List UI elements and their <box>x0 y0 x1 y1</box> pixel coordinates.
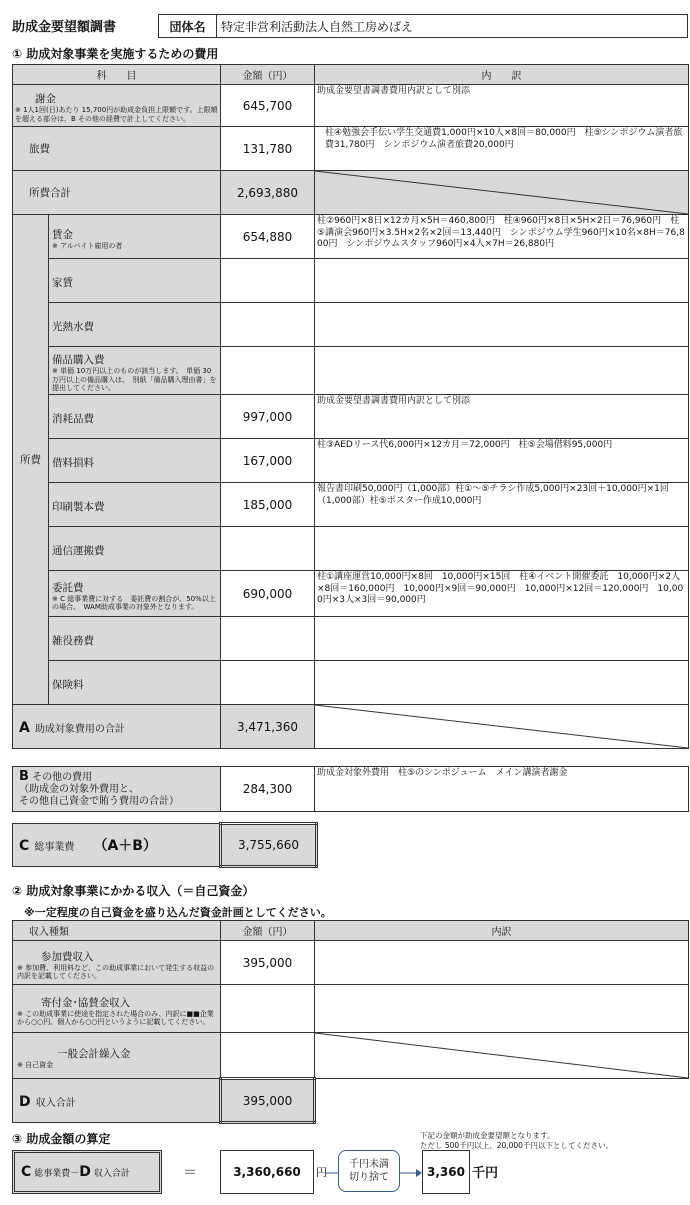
expense-table <box>12 64 689 749</box>
income-table <box>12 920 689 1124</box>
sec3-title: ③ 助成金額の算定 <box>12 1132 111 1146</box>
income-label-cell <box>13 941 221 985</box>
shakin-label: 謝金 <box>35 93 56 105</box>
sec2-title: ② 助成対象事業にかかる収入（＝自己資金） <box>12 884 255 898</box>
shakin-cell <box>13 85 221 127</box>
expense-item-detail: 報告書印刷50,000円（1,000部）柱①～⑤チラシ作成5,000円×23回＋10,000円×1回（1,000部）柱⑤ポスター作成10,000円 <box>315 483 689 527</box>
expense-item-label: 借料損料 <box>52 457 94 469</box>
expense-item-label-cell <box>49 617 221 661</box>
expense-item-label-cell <box>49 571 221 617</box>
expense-item-note: ※ C 総事業費に対する 委託費の割合が、50%以上の場合、 WAM助成事業の対象外となります。 <box>52 594 216 611</box>
expense-item-label-cell <box>49 661 221 705</box>
expense-item-row <box>13 661 689 705</box>
col-amount-header: 金額（円） <box>221 65 315 85</box>
total-project-amount: 3,755,660 <box>221 824 317 867</box>
expense-item-label: 印刷製本費 <box>52 501 105 513</box>
expense-item-detail: 助成金要望書調書費用内訳として別添 <box>315 395 689 439</box>
other-expense-table <box>12 766 689 812</box>
income-col-detail: 内訳 <box>315 921 689 941</box>
expense-item-label: 保険料 <box>52 679 84 691</box>
total-a-detail-slash <box>315 705 689 749</box>
income-note: ※ 参加費、利用料など、この助成事業において発生する収益の内訳を記載してください。 <box>17 963 215 980</box>
calc-c-label: 総事業費－ <box>34 1168 80 1179</box>
shakin-detail: 助成金要望書調書費用内訳として別添 <box>315 85 689 127</box>
calc-equals: ＝ <box>183 1165 197 1181</box>
expense-item-row <box>13 617 689 661</box>
org-label: 団体名 <box>159 15 217 38</box>
expense-item-amount <box>221 303 315 347</box>
expense-item-label-cell <box>49 439 221 483</box>
calc-d-letter: D <box>79 1164 91 1180</box>
total-project-letter: C <box>19 838 30 854</box>
shohi-total-label: 所費合計 <box>13 171 221 215</box>
expense-item-detail <box>315 527 689 571</box>
income-note: ※ この助成事業に使途を指定された場合のみ、内訳に■■企業から○○円、個人から○○円というように記載してください。 <box>17 1009 214 1026</box>
expense-item-label: 委託費 <box>52 581 84 594</box>
calc-yen: 円 <box>316 1166 327 1179</box>
final-amount-box: 3,360 <box>422 1150 470 1194</box>
expense-item-label-cell <box>49 527 221 571</box>
sec3-note2: ただし 500千円以上、20,000千円以下としてください。 <box>420 1141 613 1150</box>
round-down-box <box>338 1150 400 1192</box>
total-d-label: 収入合計 <box>35 1098 76 1109</box>
total-project-formula: （A＋B） <box>93 838 157 854</box>
expense-item-amount: 997,000 <box>221 395 315 439</box>
other-expense-detail: 助成金対象外費用 柱⑤のシンポジューム メイン講演者謝金 <box>315 767 689 812</box>
total-a-cell <box>13 705 221 749</box>
expense-item-label: 備品購入費 <box>52 354 105 367</box>
income-row <box>13 985 689 1033</box>
expense-item-label-cell <box>49 259 221 303</box>
expense-item-amount <box>221 661 315 705</box>
sec2-subtitle: ※一定程度の自己資金を盛り込んだ資金計画としてください。 <box>24 906 332 919</box>
expense-item-label-cell <box>49 347 221 395</box>
expense-item-amount: 167,000 <box>221 439 315 483</box>
expense-item-note: ※ 単価 10万円以上のものが該当します。 単価 30万円以上の備品購入は、 別紙「備品購入理由書」を提出してください。 <box>52 367 217 393</box>
shakin-note: ※ 1人1回(日)あたり 15,700円が助成金負担上限額です。上限額を超える部分は、B その他の経費で計上してください。 <box>15 106 218 123</box>
income-col-amount: 金額（円） <box>221 921 315 941</box>
income-row <box>13 1033 689 1079</box>
total-project-table <box>12 822 318 868</box>
expense-item-label: 賃金 <box>52 228 73 241</box>
income-label: 一般会計繰入金 <box>57 1047 131 1060</box>
expense-item-amount <box>221 347 315 395</box>
expense-item-detail <box>315 347 689 395</box>
total-d-cell <box>13 1079 221 1123</box>
expense-item-amount: 690,000 <box>221 571 315 617</box>
income-label: 参加費収入 <box>41 950 94 963</box>
expense-item-row <box>13 259 689 303</box>
total-a-letter: A <box>19 720 30 736</box>
income-row <box>13 941 689 985</box>
expense-item-label-cell <box>49 303 221 347</box>
income-detail-slash <box>315 1033 689 1079</box>
expense-item-row <box>13 215 689 259</box>
expense-item-label-cell <box>49 215 221 259</box>
total-a-label: 助成対象費用の合計 <box>34 724 125 735</box>
expense-item-row <box>13 571 689 617</box>
income-note: ※ 自己資金 <box>17 1060 54 1069</box>
expense-item-detail <box>315 303 689 347</box>
expense-item-row <box>13 303 689 347</box>
total-project-label <box>13 824 221 867</box>
expense-item-detail: 柱①講座運営10,000円×8回 10,000円×15回 柱④イベント開催委託 10,000円×2人×8回＝160,000円 10,000円×9回＝90,000円 10,000円×12回＝120,000円 10,000円×3人×3回＝90,000円 <box>315 571 689 617</box>
calc-c-letter: C <box>21 1164 32 1180</box>
expense-item-label: 消耗品費 <box>52 413 94 425</box>
income-label: 寄付金･協賛金収入 <box>41 996 131 1009</box>
expense-item-detail: 柱③AEDリース代6,000円×12カ月＝72,000円 柱⑤会場借料95,000円 <box>315 439 689 483</box>
expense-item-label: 雑役務費 <box>52 635 94 647</box>
org-table <box>158 14 688 38</box>
calc-result-box: 3,360,660 <box>220 1150 314 1194</box>
total-d-amount: 395,000 <box>221 1079 315 1123</box>
expense-item-detail <box>315 617 689 661</box>
expense-item-label: 家賃 <box>52 277 73 289</box>
calc-d-label: 収入合計 <box>93 1168 130 1179</box>
income-amount <box>221 985 315 1033</box>
other-expense-label1: その他の費用 <box>32 771 93 783</box>
org-name: 特定非営利活動法人自然工房めばえ <box>217 15 688 38</box>
round-label2: 切り捨て <box>349 1172 389 1183</box>
expense-item-detail <box>315 259 689 303</box>
ryohi-detail: 柱④勉強会手伝い学生交通費1,000円×10人×8回＝80,000円 柱⑤シンポジウム演者旅費31,780円 シンポジウム演者旅費20,000円 <box>315 127 689 171</box>
expense-item-detail <box>315 661 689 705</box>
total-project-text: 総事業費 <box>34 842 75 853</box>
shohi-total-amount: 2,693,880 <box>221 171 315 215</box>
expense-item-note: ※ アルバイト雇用の者 <box>52 241 123 250</box>
expense-item-row <box>13 483 689 527</box>
col-item-header: 科 目 <box>13 65 221 85</box>
shohi-group-label: 所費 <box>13 215 49 705</box>
expense-item-row <box>13 439 689 483</box>
ryohi-label: 旅費 <box>13 127 221 171</box>
income-col-item: 収入種類 <box>13 921 221 941</box>
expense-item-detail: 柱②960円×8日×12カ月×5H＝460,800円 柱④960円×8日×5H×2日＝76,960円 柱⑤講演会960円×3.5H×2名×2回＝13,440円 シンポジウム学生960円×10名×8H＝76,800円 シンポジウムスタッフ960円×4人×7H＝26,880円 <box>315 215 689 259</box>
expense-item-amount: 185,000 <box>221 483 315 527</box>
expense-item-label-cell <box>49 483 221 527</box>
other-expense-letter: B <box>19 768 29 784</box>
other-expense-label2: （助成金の対象外費用と、 <box>19 783 139 795</box>
expense-item-amount <box>221 617 315 661</box>
income-label-cell <box>13 1033 221 1079</box>
income-amount <box>221 1033 315 1079</box>
expense-item-row <box>13 347 689 395</box>
shohi-total-detail-slash <box>315 171 689 215</box>
expense-item-label: 光熱水費 <box>52 321 94 333</box>
ryohi-amount: 131,780 <box>221 127 315 171</box>
income-amount: 395,000 <box>221 941 315 985</box>
calc-label-box <box>12 1150 162 1194</box>
expense-item-amount: 654,880 <box>221 215 315 259</box>
other-expense-label <box>13 767 221 812</box>
income-detail <box>315 941 689 985</box>
other-expense-label3: その他自己資金で賄う費用の合計） <box>19 795 179 807</box>
expense-item-row <box>13 395 689 439</box>
income-label-cell <box>13 985 221 1033</box>
round-label1: 千円未満 <box>349 1159 389 1170</box>
shakin-amount: 645,700 <box>221 85 315 127</box>
sec1-title: ① 助成対象事業を実施するための費用 <box>12 47 219 61</box>
total-a-amount: 3,471,360 <box>221 705 315 749</box>
expense-item-row <box>13 527 689 571</box>
expense-item-amount <box>221 527 315 571</box>
final-unit: 千円 <box>472 1166 499 1181</box>
other-expense-amount: 284,300 <box>221 767 315 812</box>
expense-item-amount <box>221 259 315 303</box>
expense-item-label: 通信運搬費 <box>52 545 105 557</box>
income-detail <box>315 985 689 1033</box>
total-d-letter: D <box>19 1094 31 1110</box>
col-detail-header: 内 訳 <box>315 65 689 85</box>
form-title: 助成金要望額調書 <box>12 20 117 35</box>
sec3-note1: 下記の金額が助成金要望額となります。 <box>420 1131 555 1140</box>
expense-item-label-cell <box>49 395 221 439</box>
